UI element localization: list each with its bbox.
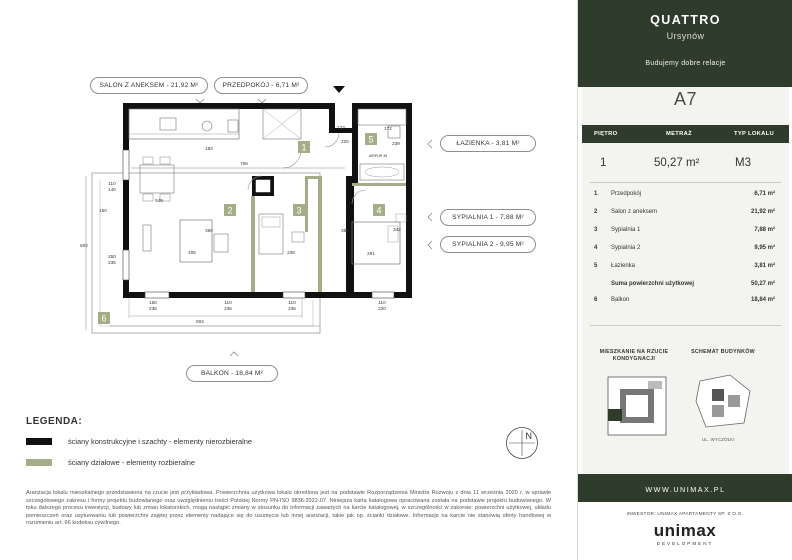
- legend-text-partition: ściany działowe - elementy rozbieralne: [68, 458, 195, 467]
- brand-subtitle: Ursynów: [666, 31, 705, 41]
- header-floor: PIĘTRO: [594, 131, 618, 137]
- room-number-5: 5: [368, 134, 374, 145]
- apartment-card: [582, 87, 789, 500]
- header-type: TYP LOKALU: [734, 131, 774, 137]
- legend-text-structural: ściany konstrukcyjne i szachty - elementy nierozbieralne: [68, 437, 253, 446]
- room-number-1: 1: [301, 142, 307, 153]
- room-row-area: 3,81 m²: [754, 263, 775, 269]
- dim-250: 250: [108, 254, 116, 259]
- dim-110c: 110: [378, 300, 386, 305]
- logo-subtitle: DEVELOPMENT: [656, 541, 714, 546]
- street-label: UL. WYCZÓŁKI: [702, 437, 735, 442]
- callout-lazienka-text: ŁAZIENKA - 3,81 M²: [456, 140, 520, 147]
- room-row-number: 3: [594, 227, 598, 233]
- legend: [26, 416, 546, 467]
- room-number-4: 4: [376, 205, 382, 216]
- brand-title: QUATTRO: [650, 13, 721, 27]
- investor-text: INWESTOR: UNIMAX APARTAMENTY SP. Z O.O.: [626, 511, 744, 516]
- dim-220b: 220: [378, 306, 386, 311]
- dim-183: 183: [205, 146, 213, 151]
- room-row: [582, 191, 789, 200]
- room-number-2: 2: [227, 205, 233, 216]
- dim-602: 602: [80, 243, 88, 248]
- legend-item-partition: [26, 458, 195, 467]
- north-arrow-icon: [505, 426, 539, 460]
- header-area: METRAŻ: [666, 131, 692, 137]
- balcony-name: Balkon: [611, 297, 630, 303]
- entrance-marker: [333, 86, 345, 93]
- room-row-area: 7,88 m²: [754, 227, 775, 233]
- room-row: [582, 227, 789, 236]
- dim-110: 110: [108, 181, 116, 186]
- callout-sypialnia1-text: SYPIALNIA 1 - 7,88 M²: [452, 214, 524, 221]
- room-row-number: 5: [594, 263, 598, 269]
- room-row-name: Sypialnia 1: [611, 227, 641, 233]
- callout-salon-text: SALON Z ANEKSEM - 21,92 M²: [99, 82, 199, 89]
- dim-235d: 235: [224, 306, 232, 311]
- dim-140: 140: [108, 187, 116, 192]
- callout-balkon-text: BALKON - 18,84 M²: [200, 370, 264, 377]
- info-panel: [577, 0, 792, 560]
- divider: [590, 325, 781, 326]
- room-number-3: 3: [296, 205, 302, 216]
- dim-123: 123: [337, 125, 345, 130]
- room-row-number: 4: [594, 245, 598, 251]
- dim-220: 220: [341, 139, 349, 144]
- room-row: [582, 245, 789, 254]
- summary-values: [582, 149, 789, 177]
- room-row-area: 21,92 m²: [750, 209, 775, 215]
- legend-item-structural: [26, 437, 252, 446]
- room-row-area: 9,95 m²: [754, 245, 775, 251]
- room-row-balcony: [582, 297, 789, 306]
- dim-235: 235: [108, 260, 116, 265]
- dim-291: 291: [367, 251, 375, 256]
- room-number-6: 6: [101, 313, 107, 324]
- floor-plan-thumbnail: [602, 371, 672, 441]
- legend-title: LEGENDA:: [26, 416, 83, 427]
- unimax-logo: unimax: [653, 521, 717, 540]
- balcony-number: 6: [594, 297, 598, 303]
- dim-150: 150: [99, 208, 107, 213]
- room-row-total: [582, 281, 789, 290]
- room-row-area: 6,71 m²: [754, 191, 775, 197]
- dim-235b: 235: [149, 306, 157, 311]
- dim-235c: 235: [288, 306, 296, 311]
- room-row: [582, 263, 789, 272]
- summary-type: M3: [735, 157, 751, 169]
- legend-swatch-partition: [26, 459, 52, 466]
- dim-356: 356: [341, 228, 349, 233]
- total-area: 50,27 m²: [750, 281, 775, 287]
- dim-172: 172: [384, 126, 392, 131]
- dim-360: 360: [205, 228, 213, 233]
- dim-549: 549: [155, 198, 163, 203]
- summary-area: 50,27 m²: [654, 157, 700, 169]
- brand-header: [578, 0, 792, 87]
- website-link[interactable]: WWW.UNIMAX.PL: [578, 482, 792, 496]
- disclaimer-text: Aranżacja lokalu mieszkalnego przedstawiona na rzucie jest przykładowa. Powierzchnia użytkowa lokalu określona jest na podstawie Rozporządzenia Ministra Rozwoju z dnia 11 września 2020 r. w sprawie szczegółowego zakresu i formy projektu budowlanego oraz uwzględnieniu treści Polskiej Normy PN-ISO 9836:2022-07. Niniejsza karta katalogowa opracowana została na podstawie projektu budowlanego. W toku dalszego procesu inwestycji, budowy lub zmian lokatorskich, mogą nastąpić zmiany w stosunku do informacji zawartych na karcie katalogowej, w szczególności w zakresie: powierzchni użytkowej, układu pomieszczeń oraz usytuowaniu lub powierzchni zajętej przez elementy nadające się do usunięcia lub innej aranżacji, takie jak np. ścianki działowe. Informacje na karcie nie stanowią oferty handlowej w rozumieniu art. 66 kodeksu cywilnego.: [26, 490, 551, 527]
- north-label: N: [525, 431, 532, 441]
- summary-floor: 1: [600, 157, 607, 169]
- building-schema-label: SCHEMAT BUDYNKÓW: [691, 349, 755, 355]
- dim-150b: 150: [149, 300, 157, 305]
- dim-airpur: AIRPUR 45: [368, 154, 388, 158]
- callout-przedpokoj-text: PRZEDPOKÓJ - 6,71 M²: [222, 82, 300, 89]
- total-label: Suma powierzchni użytkowej: [611, 281, 695, 287]
- room-row: [582, 209, 789, 218]
- room-row-name: Sypialnia 2: [611, 245, 641, 251]
- dim-405: 405: [188, 250, 196, 255]
- dim-236: 236: [287, 250, 295, 255]
- room-row-number: 1: [594, 191, 598, 197]
- dim-342: 342: [393, 227, 401, 232]
- building-schema-thumbnail: [690, 371, 756, 431]
- dim-804: 804: [196, 319, 204, 324]
- room-row-name: Przedpokój: [611, 191, 642, 197]
- room-row-name: Salon z aneksem: [611, 209, 658, 215]
- dim-765: 765: [240, 161, 248, 166]
- balcony-area: 18,84 m²: [750, 297, 775, 303]
- floor-plan-label: MIESZKANIE NA RZUCIE KONDYGNACJI: [599, 349, 669, 362]
- room-row-number: 2: [594, 209, 598, 215]
- dim-110b: 110: [288, 300, 296, 305]
- divider: [590, 182, 781, 183]
- legend-swatch-structural: [26, 438, 52, 445]
- dim-239: 239: [392, 141, 400, 146]
- summary-header: [582, 125, 789, 143]
- callout-sypialnia2-text: SYPIALNIA 2 - 9,95 M²: [452, 241, 524, 248]
- apartment-code: A7: [673, 89, 698, 109]
- brand-slogan: Budujemy dobre relacje: [645, 60, 726, 67]
- room-row-name: Łazienka: [611, 263, 636, 269]
- dim-110d: 110: [224, 300, 232, 305]
